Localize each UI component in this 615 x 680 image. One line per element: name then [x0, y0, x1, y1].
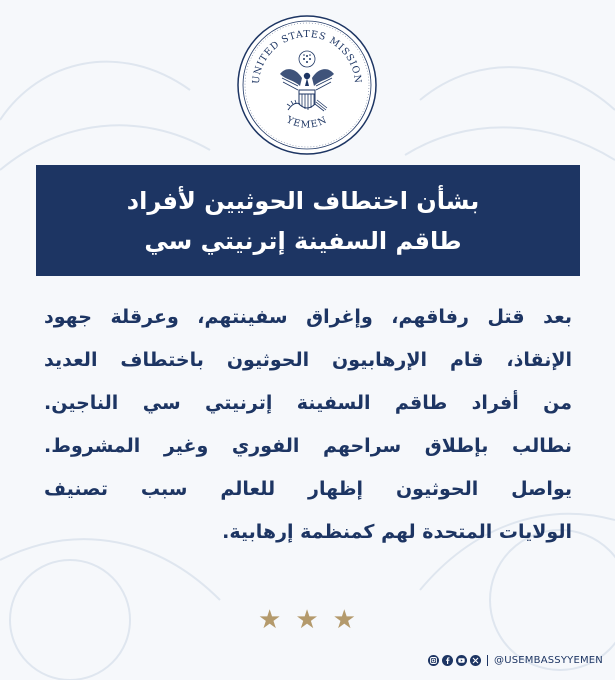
star-icon: ★: [295, 605, 319, 635]
title-banner: [36, 165, 580, 276]
statement-body: [44, 296, 572, 554]
seal-top-text: UNITED STATES MISSION: [250, 29, 364, 85]
star-icon: ★: [258, 605, 282, 635]
body-line-2: الإنقاذ، قام الإرهابيون الحوثيون باختطاف العديد: [44, 349, 572, 371]
star-icon: ★: [332, 605, 356, 635]
instagram-icon[interactable]: [428, 655, 439, 666]
decorative-stars: [258, 605, 358, 635]
youtube-icon[interactable]: [456, 655, 467, 666]
x-icon[interactable]: [470, 655, 481, 666]
footer-divider: [487, 655, 488, 666]
body-line-3: من أفراد طاقم السفينة إترنيتي سي الناجين.: [44, 392, 572, 414]
body-line-5: يواصل الحوثيون إظهار للعالم سبب تصنيف: [44, 478, 572, 500]
social-handle[interactable]: @USEMBASSYYEMEN: [494, 654, 603, 666]
body-line-4: نطالب بإطلاق سراحهم الفوري وغير المشروط.: [44, 435, 572, 457]
body-line-6: الولايات المتحدة لهم كمنظمة إرهابية.: [222, 521, 572, 543]
title-line-1: بشأن اختطاف الحوثيين لأفراد: [126, 187, 480, 215]
body-line-1: بعد قتل رفاقهم، وإغراق سفينتهم، وعرقلة جهود: [44, 306, 572, 328]
social-footer: [428, 650, 603, 670]
facebook-icon[interactable]: [442, 655, 453, 666]
title-line-2: طاقم السفينة إترنيتي سي: [144, 227, 462, 255]
us-mission-seal: [236, 14, 378, 156]
seal-bottom-text: YEMEN: [284, 114, 330, 131]
